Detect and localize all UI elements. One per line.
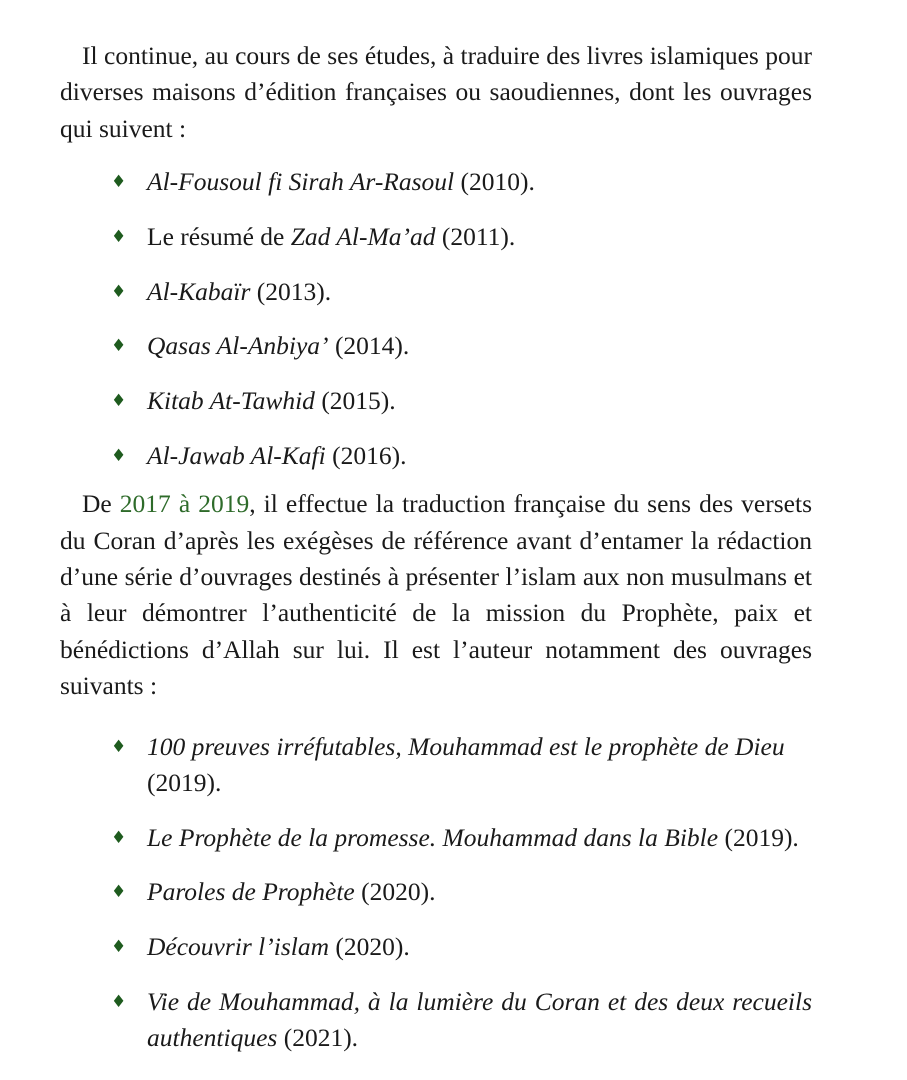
item-year: (2020).	[329, 932, 410, 962]
list-item	[60, 438, 812, 474]
book-title: Qasas Al-Anbiya’	[147, 331, 329, 361]
paragraph-text-before: De	[82, 489, 120, 519]
book-title: Zad Al-Ma’ad	[290, 221, 436, 251]
diamond-bullet-icon: ♦	[111, 336, 127, 357]
item-year: (2020).	[354, 877, 436, 907]
book-title: Al-Jawab Al-Kafi	[147, 440, 326, 470]
item-year: (2013).	[250, 276, 332, 306]
book-title: Al-Kabaïr	[147, 276, 251, 306]
translations-list	[60, 164, 812, 474]
list-item	[60, 820, 812, 856]
book-title: Kitab At-Tawhid	[147, 386, 315, 416]
list-item	[60, 929, 812, 965]
item-year: (2014).	[328, 331, 410, 361]
item-year: (2015).	[314, 386, 396, 416]
list-item	[60, 729, 812, 802]
list-item	[60, 874, 812, 910]
diamond-bullet-icon: ♦	[111, 736, 127, 757]
book-title: Vie de Mouhammad, à la lumière du Coran et des deux recueils authentiques	[147, 986, 812, 1053]
diamond-bullet-icon: ♦	[111, 172, 127, 193]
book-title: Découvrir l’islam	[147, 932, 330, 962]
diamond-bullet-icon: ♦	[111, 281, 127, 302]
item-year: (2010).	[454, 167, 535, 197]
diamond-bullet-icon: ♦	[111, 226, 127, 247]
book-title: Le Prophète de la promesse. Mouhammad dans la Bible	[147, 822, 719, 852]
item-year: (2019).	[718, 822, 799, 852]
item-year: (2019).	[147, 767, 222, 797]
book-title: Al-Fousoul fi Sirah Ar-Rasoul	[147, 167, 455, 197]
list-item	[60, 383, 812, 419]
diamond-bullet-icon: ♦	[111, 991, 127, 1012]
item-year: (2021).	[277, 1023, 359, 1053]
list-item	[60, 274, 812, 310]
diamond-bullet-icon: ♦	[111, 391, 127, 412]
highlighted-years: 2017 à 2019	[119, 489, 250, 519]
authored-works-list	[60, 729, 812, 1057]
list-item	[60, 328, 812, 364]
book-title: 100 preuves irréfutables, Mouhammad est le prophète de Dieu	[147, 731, 785, 761]
diamond-bullet-icon: ♦	[111, 937, 127, 958]
paragraph-text-after: , il effectue la traduction française du sens des versets du Coran d’après les exégèses de référence avant d’entamer la rédaction d’une série d’ouvrages destinés à présenter l’islam aux non musulmans et à leur démontrer l’authenticité de la mission du Prophète, paix et bénédictions d’Allah sur lui. Il est l’auteur notamment des ouvrages suivants :	[60, 489, 812, 701]
diamond-bullet-icon: ♦	[111, 882, 127, 903]
paragraph-authorship	[60, 486, 812, 704]
document-page	[60, 38, 812, 1057]
list-item	[60, 164, 812, 200]
diamond-bullet-icon: ♦	[111, 445, 127, 466]
item-year: (2011).	[435, 221, 516, 251]
list-item	[60, 219, 812, 255]
list-item	[60, 984, 812, 1057]
item-year: (2016).	[325, 440, 407, 470]
diamond-bullet-icon: ♦	[111, 827, 127, 848]
book-title: Paroles de Prophète	[147, 877, 355, 907]
paragraph-intro: Il continue, au cours de ses études, à traduire des livres islamiques pour diverses maisons d’édition françaises ou saoudiennes, dont les ouvrages qui suivent :	[60, 41, 812, 143]
item-prefix: Le résumé de	[147, 221, 291, 251]
